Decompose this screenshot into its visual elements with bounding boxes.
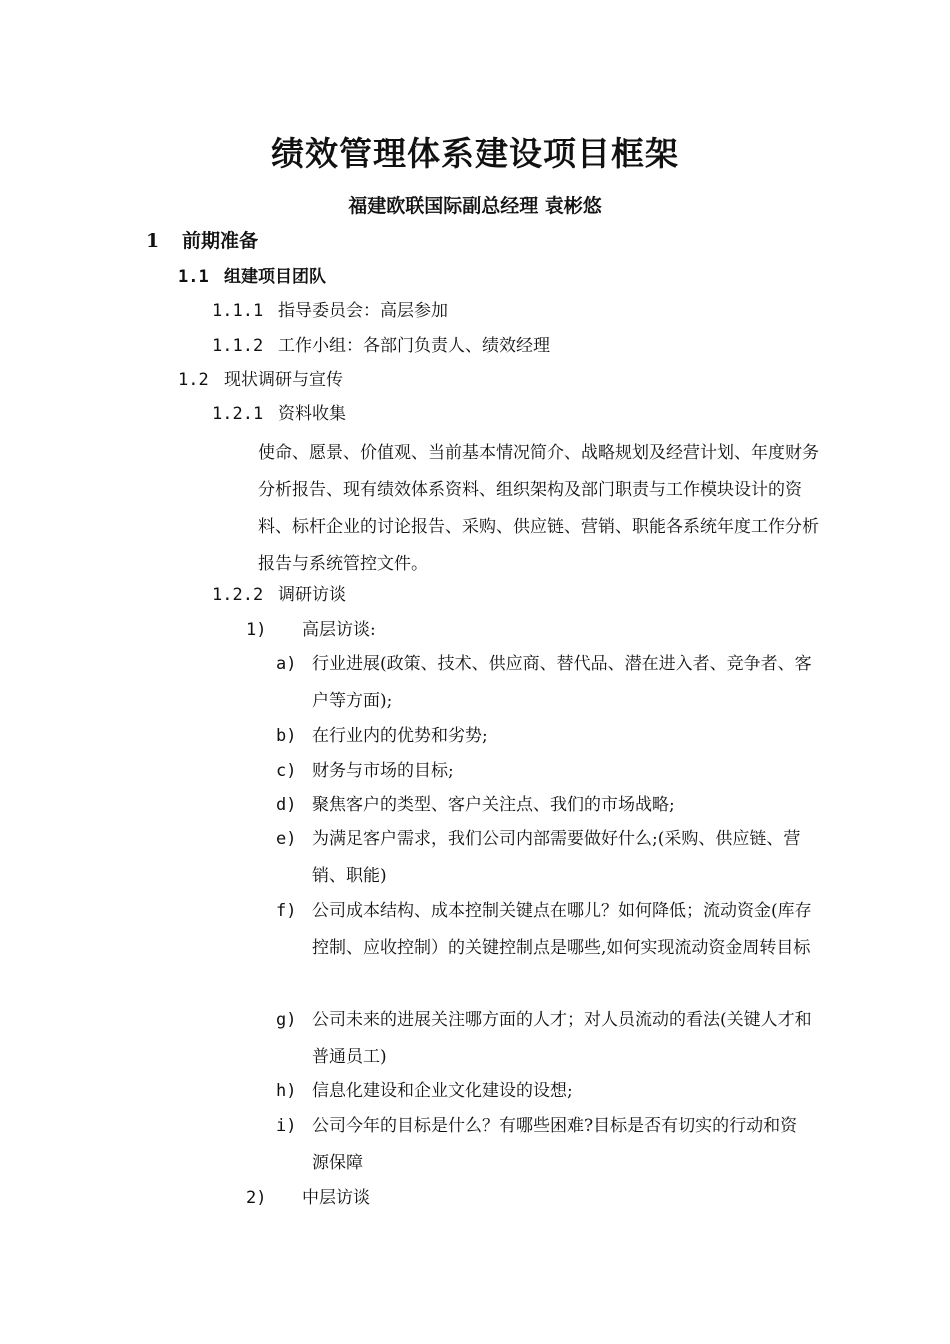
item-label: e) [276,829,297,849]
list-label: 中层访谈 [302,1188,370,1208]
section-label: 现状调研与宣传 [224,370,343,390]
list-item-i [276,1108,836,1182]
section-1-2-1-heading [212,402,346,426]
section-number: 1.1.1 [212,301,264,321]
list-item-g [276,1002,836,1076]
list-item-h [276,1073,836,1110]
item-text: 行业进展(政策、技术、供应商、替代品、潜在进入者、竞争者、客户等方面); [312,654,812,711]
item-text: 公司今年的目标是什么？有哪些困难?目标是否有切实的行动和资源保障 [312,1116,798,1173]
item-text: 在行业内的优势和劣势; [312,726,488,746]
section-1-1-1-heading [212,299,448,323]
materials-paragraph: 使命、愿景、价值观、当前基本情况简介、战略规划及经营计划、年度财务分析报告、现有绩效体系资料、组织架构及部门职责与工作模块设计的资料、标杆企业的讨论报告、采购、供应链、营销、职能各系统年度工作分析报告与系统管控文件。 [258,443,819,574]
item-text: 信息化建设和企业文化建设的设想; [312,1081,573,1101]
item-label: i) [276,1116,297,1136]
list-item-e [276,821,836,895]
list-item-a [276,646,836,720]
interview-1-heading [246,618,376,642]
section-1-heading [146,229,258,253]
section-label: 工作小组：各部门负责人、绩效经理 [278,336,550,356]
list-item-c [276,753,836,790]
section-number: 1.1.2 [212,336,264,356]
section-number: 1.2 [178,370,209,390]
item-label: f) [276,901,297,921]
item-text: 聚焦客户的类型、客户关注点、我们的市场战略; [312,795,675,815]
section-number: 1 [146,230,160,252]
item-text: 为满足客户需求，我们公司内部需要做好什么;(采购、供应链、营销、职能) [312,829,801,886]
section-label: 调研访谈 [278,585,346,605]
list-item-b [276,718,836,755]
item-text: 公司未来的进展关注哪方面的人才；对人员流动的看法(关键人才和普通员工) [312,1010,812,1067]
section-label: 资料收集 [278,404,346,424]
section-number: 1.2.1 [212,404,264,424]
list-item-d [276,787,836,824]
list-item-f [276,893,836,967]
list-label: 高层访谈: [302,620,376,640]
section-label: 组建项目团队 [224,267,326,287]
section-1-2-heading [178,368,343,392]
document-subtitle: 福建欧联国际副总经理 袁彬悠 [348,195,602,217]
section-1-1-heading [178,265,326,289]
section-label: 指导委员会：高层参加 [278,301,448,321]
list-number: 1) [246,620,267,640]
item-label: a) [276,654,297,674]
item-label: c) [276,761,297,781]
list-number: 2) [246,1188,267,1208]
interview-2-heading [246,1186,370,1210]
document-title: 绩效管理体系建设项目框架 [271,134,679,173]
section-label: 前期准备 [182,230,259,252]
section-number: 1.2.2 [212,585,264,605]
section-number: 1.1 [178,267,209,287]
section-1-2-2-heading [212,583,346,607]
section-1-1-2-heading [212,334,550,358]
item-label: d) [276,795,297,815]
item-label: g) [276,1010,297,1030]
item-label: h) [276,1081,297,1101]
item-label: b) [276,726,297,746]
item-text: 财务与市场的目标; [312,761,454,781]
item-text: 公司成本结构、成本控制关键点在哪儿？如何降低；流动资金(库存控制、应收控制）的关键控制点是哪些,如何实现流动资金周转目标 [312,901,812,958]
